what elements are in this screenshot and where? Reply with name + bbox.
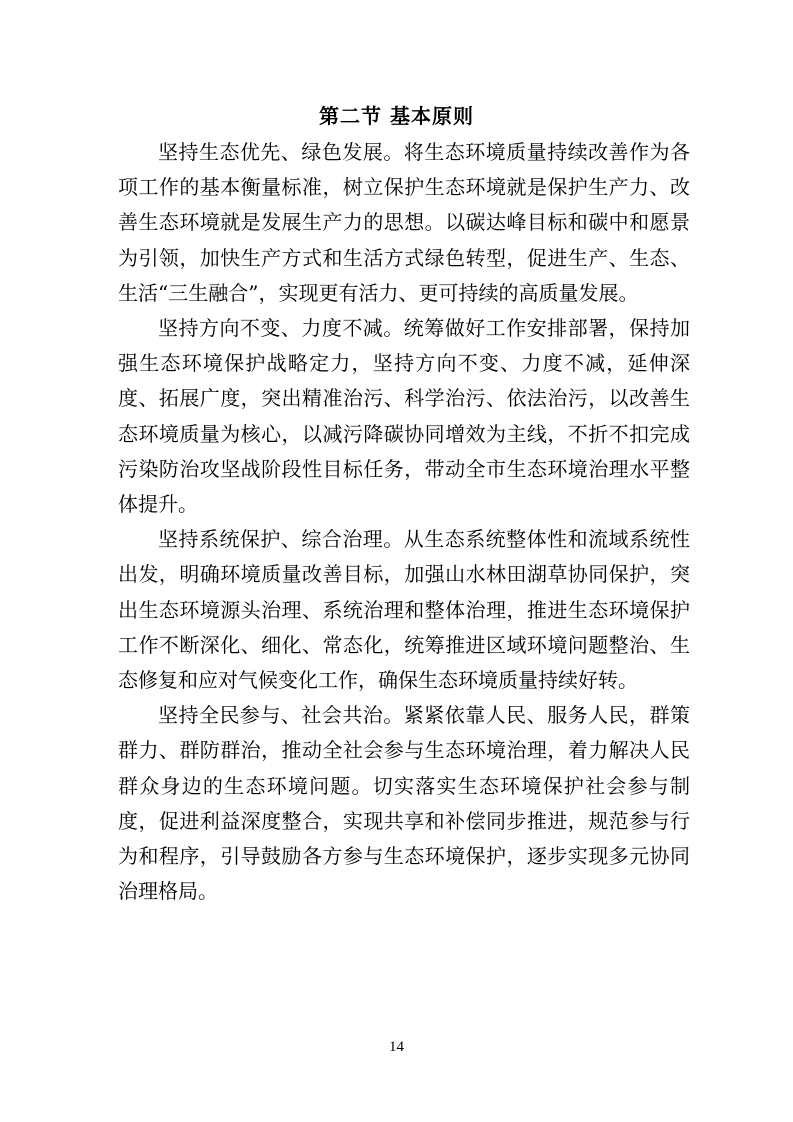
paragraph-steady-direction: 坚持方向不变、力度不减。统筹做好工作安排部署，保持加强生态环境保护战略定力，坚持方向不变、力度不减，延伸深度、拓展广度，突出精准治污、科学治污、依法治污，以改善生态环境质量为核心，以减污降碳协同增效为主线，不折不扣完成污染防治攻坚战阶段性目标任务，带动全市生态环境治理水平整体提升。 (118, 316, 690, 517)
paragraph-public-participation: 坚持全民参与、社会共治。紧紧依靠人民、服务人民，群策群力、群防群治，推动全社会参与生态环境治理，着力解决人民群众身边的生态环境问题。切实落实生态环境保护社会参与制度，促进利益深度整合，实现共享和补偿同步推进，规范参与行为和程序，引导鼓励各方参与生态环境保护，逐步实现多元协同治理格局。 (118, 703, 690, 904)
section-heading: 第二节 基本原则 (319, 104, 474, 128)
body-text (118, 135, 690, 909)
page-number: 14 (389, 1039, 404, 1055)
paragraph-ecology-first: 坚持生态优先、绿色发展。将生态环境质量持续改善作为各项工作的基本衡量标准，树立保护生态环境就是保护生产力、改善生态环境就是发展生产力的思想。以碳达峰目标和碳中和愿景为引领，加快生产方式和生活方式绿色转型，促进生产、生态、生活“三生融合”，实现更有活力、更可持续的高质量发展。 (118, 140, 690, 305)
paragraph-systematic-protection: 坚持系统保护、综合治理。从生态系统整体性和流域系统性出发，明确环境质量改善目标，加强山水林田湖草协同保护，突出生态环境源头治理、系统治理和整体治理，推进生态环境保护工作不断深化、细化、常态化，统筹推进区域环境问题整治、生态修复和应对气候变化工作，确保生态环境质量持续好转。 (118, 527, 690, 693)
